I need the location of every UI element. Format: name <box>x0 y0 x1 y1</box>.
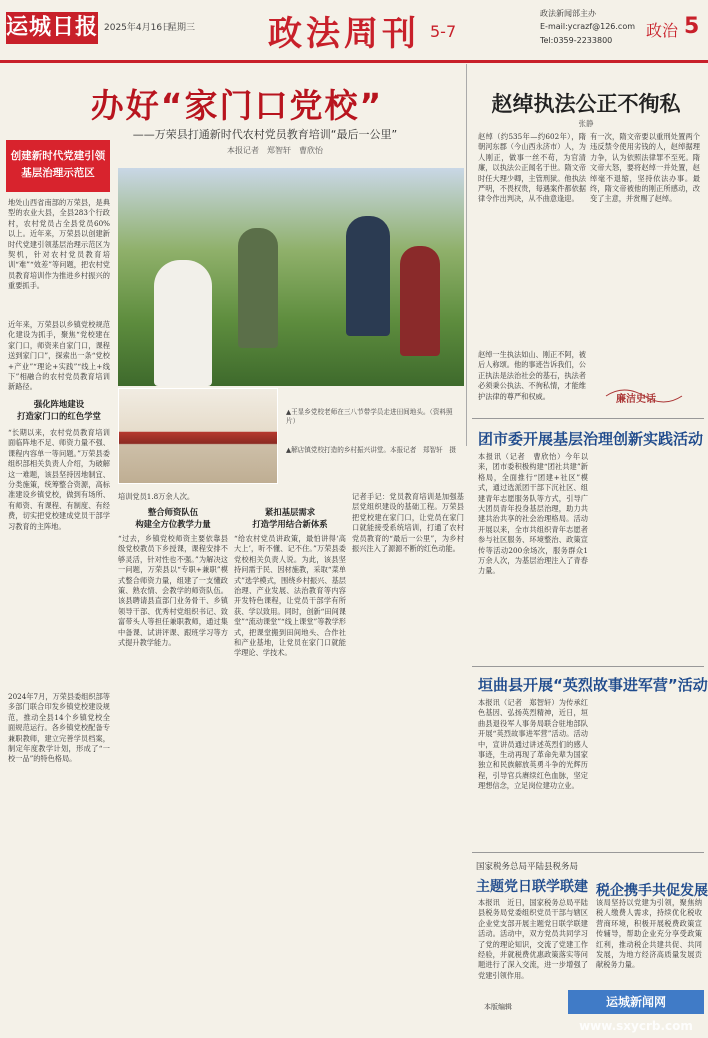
contact-dept: 政法新闻部主办 <box>540 9 596 18</box>
article-title-yuanqu: 垣曲县开展“英烈故事进军营”活动 <box>478 676 708 694</box>
subhead-3: 紧扣基层需求 打造学用结合新体系 <box>252 507 328 529</box>
newspaper-logo: 运城日报 <box>6 12 98 44</box>
article-text-yuanqu: 本报讯（记者 郑智轩）为传承红色基因、弘扬英烈精神，近日，垣曲县退役军人事务局联合驻地部队开展“英烈故事进军营”活动。活动中，宣讲员通过讲述英烈们的感人事迹，生动再现了革命先辈为国家独立和民族解放英勇斗争的光辉历程，引导官兵赓续红色血脉，坚定理想信念，立足岗位建功立业。 <box>478 698 588 791</box>
page-editor: 本版编辑 <box>484 1003 512 1011</box>
contact-phone: Tel:0359-2233800 <box>540 36 613 45</box>
section-divider <box>472 852 704 853</box>
issue-date: 2025年4月16日 <box>104 23 172 33</box>
main-headline: 办好“家门口党校” <box>90 86 384 125</box>
history-text-3: 赵绰一生执法如山、刚正不阿，被后人称颂。他的事迹告诉我们，公正执法是法治社会的基石，执法者必须秉公执法、不徇私情，才能维护法律的尊严和权威。 <box>478 350 586 401</box>
column-label: 廉洁史话 <box>616 394 656 405</box>
page-name: 政法周刊 <box>268 14 420 54</box>
reporter-note: 记者手记：党员教育培训是加强基层党组织建设的基础工程。万荣县把党校建在家门口，让党员在家门口就能接受系统培训，打通了农村党员教育的“最后一公里”，为乡村振兴注入了源源不断的红色动能。 <box>352 492 464 554</box>
article-text-youth-league: 本报讯（记者 曹欣怡）今年以来，团市委积极构建“团社共建”新格局，全面推行“团建+社区”模式，通过选派团干部下沉社区、组建青年志愿服务队等方式，引导广大团员青年投身基层治理，助力共建共治共享的社会治理格局。活动开展以来，全市共组织青年志愿者参与社区服务、环境整治、政策宣传等活动200余场次，服务群众1万余人次，为基层治理注入了青春力量。 <box>478 452 588 576</box>
sub1-text-2: 2024年7月，万荣县委组织部等多部门联合印发乡镇党校建设规范，推动全县14个乡镇党校全面规范运行。各乡镇党校配备专兼职教师，建立完善学员档案，制定年度教学计划，形成了“一校一品”的特色格局。 <box>8 692 110 764</box>
contact-email: E-mail:ycrazf@126.com <box>540 22 636 31</box>
photo-figure <box>154 260 212 386</box>
article-title-youth-league: 团市委开展基层治理创新实践活动 <box>478 430 704 448</box>
photo-figure <box>400 246 440 356</box>
section-divider <box>472 666 704 667</box>
page-number: 5 <box>684 14 700 39</box>
site-watermark: 运城新闻网 www.sxycrb.com <box>568 990 704 1014</box>
photo-figure <box>238 228 278 348</box>
inset-photo <box>118 388 278 484</box>
subhead-1: 强化阵地建设 打造家门口的红色学堂 <box>17 399 101 421</box>
training-note: 培训党员1.8万余人次。 <box>118 492 195 501</box>
sub2-text: “过去，乡镇党校师资主要依靠县级党校教员下乡授课，课程安排不够灵活，针对性也不强。”为解决这一问题，万荣县以“专职+兼职”模式整合师资力量，组建了一支懂政策、熟农情、会教学的师资队伍。该县聘请县直部门业务骨干、乡镇领导干部、优秀村党组织书记、致富带头人等担任兼职教师，通过集中备课、试讲评课、跟班学习等方式提升教学能力。 <box>118 534 228 648</box>
main-photo <box>118 168 464 386</box>
article-title-party-day: 主题党日联学联建 <box>476 879 588 895</box>
side-intro-text-2: 近年来，万荣县以乡镇党校规范化建设为抓手，聚焦“党校建在家门口，师资来自家门口，课程送到家门口”，探索出一条“党校+产业”“理论+实践”“线上+线下”相融合的农村党员教育培训新路径。 <box>8 320 110 392</box>
history-article-title: 赵绰执法公正不徇私 <box>491 92 681 116</box>
history-text-2: 有一次，隋文帝要以重刑处置两个违反禁令使用劣钱的人，赵绰据理力争，认为依照法律罪不至死。隋文帝大怒，要将赵绰一并处置，赵绰毫不退缩，坚持依法办事。最终，隋文帝被他的刚正所感动，改变了主意，并赏赐了赵绰。 <box>590 132 700 204</box>
subhead-2: 整合师资队伍 构建全方位教学力量 <box>135 507 211 529</box>
issue-weekday: 星期三 <box>168 23 196 33</box>
side-intro-text: 地处山西省南部的万荣县，是典型的农业大县，全县283个行政村，农村党员占全县党员60%以上。近年来，万荣县以创建新时代党建引领基层治理示范区为契机，针对农村党员教育培训“难”“效差”等问题，把农村党员教育培训作为推进乡村振兴的重要抓手。 <box>8 198 110 291</box>
main-photo-caption: ▲王显乡党校老师在三八节带学员走进田间地头。（资料照片） <box>286 408 453 425</box>
sub3-text: “给农村党员讲政策，最怕讲得‘高大上’，听不懂、记不住。”万荣县委党校相关负责人说。为此，该县坚持问需于民、因材施教，采取“菜单式”选学模式，围绕乡村振兴、基层治理、产业发展、法治教育等内容开发特色课程，让党员干部学有所获、学以致用。同时，创新“田间课堂”“流动课堂”“线上课堂”等教学形式，把课堂搬到田间地头、合作社和产业基地，让党员在家门口就能学理论、学技术。 <box>234 534 346 658</box>
article-overtitle-tax: 国家税务总局平陆县税务局 <box>476 862 579 872</box>
photo-figure <box>346 216 390 336</box>
article-text-youth-league-cont <box>592 452 702 662</box>
section-tag: 政治 <box>646 21 679 40</box>
history-article-author: 张静 <box>578 119 594 128</box>
section-divider <box>472 418 704 419</box>
article-title-tax-enterprise: 税企携手共促发展 <box>596 883 708 899</box>
inset-photo-caption: ▲解店镇党校打造的乡村振兴讲堂。本报记者 郑智轩 摄 <box>286 446 456 454</box>
main-byline: 本报记者 郑智轩 曹欣怡 <box>227 146 323 155</box>
history-text-1: 赵绰（约535年—约602年），隋朝河东郡（今山西永济市）人，为人刚正，做事一丝不苟，为官清廉，以执法公正闻名于世。隋文帝时任大理少卿，主管刑狱。他执法严明，不畏权贵，每遇案件都依据律令作出判决，从不曲意逢迎。 <box>478 132 586 204</box>
page-range: 5-7 <box>430 22 457 41</box>
article-text-tax-enterprise: 该局坚持以党建为引领，聚焦纳税人缴费人需求，持续优化税收营商环境，积极开展税费政策宣传辅导，帮助企业充分享受政策红利，推动税企共建共促、共同发展，为地方经济高质量发展贡献税务力量。 <box>596 898 702 970</box>
sub1-text: “长期以来，农村党员教育培训面临阵地不足、师资力量不强、课程内容单一等问题。”万荣县委组织部相关负责人介绍，为破解这一难题，该县坚持因地制宜、分类施策，统筹整合资源，高标准建设乡镇党校，做到有场所、有师资、有课程、有制度、有经费，切实把党校建成党员干部学习教育的主阵地。 <box>8 428 110 531</box>
main-subtitle: ——万荣县打通新时代农村党员教育培训“最后一公里” <box>132 128 398 141</box>
masthead <box>0 0 708 62</box>
column-rule <box>466 64 467 446</box>
masthead-rule <box>0 60 708 63</box>
side-banner: 创建新时代党建引领 基层治理示范区 <box>6 140 110 192</box>
article-text-party-day: 本报讯 近日，国家税务总局平陆县税务局党委组织党员干部与辖区企业党支部开展主题党日联学联建活动。活动中，双方党员共同学习了党的理论知识，交流了党建工作经验，并就税费优惠政策落实等问题进行了深入交流，进一步增强了党建引领作用。 <box>478 898 588 980</box>
